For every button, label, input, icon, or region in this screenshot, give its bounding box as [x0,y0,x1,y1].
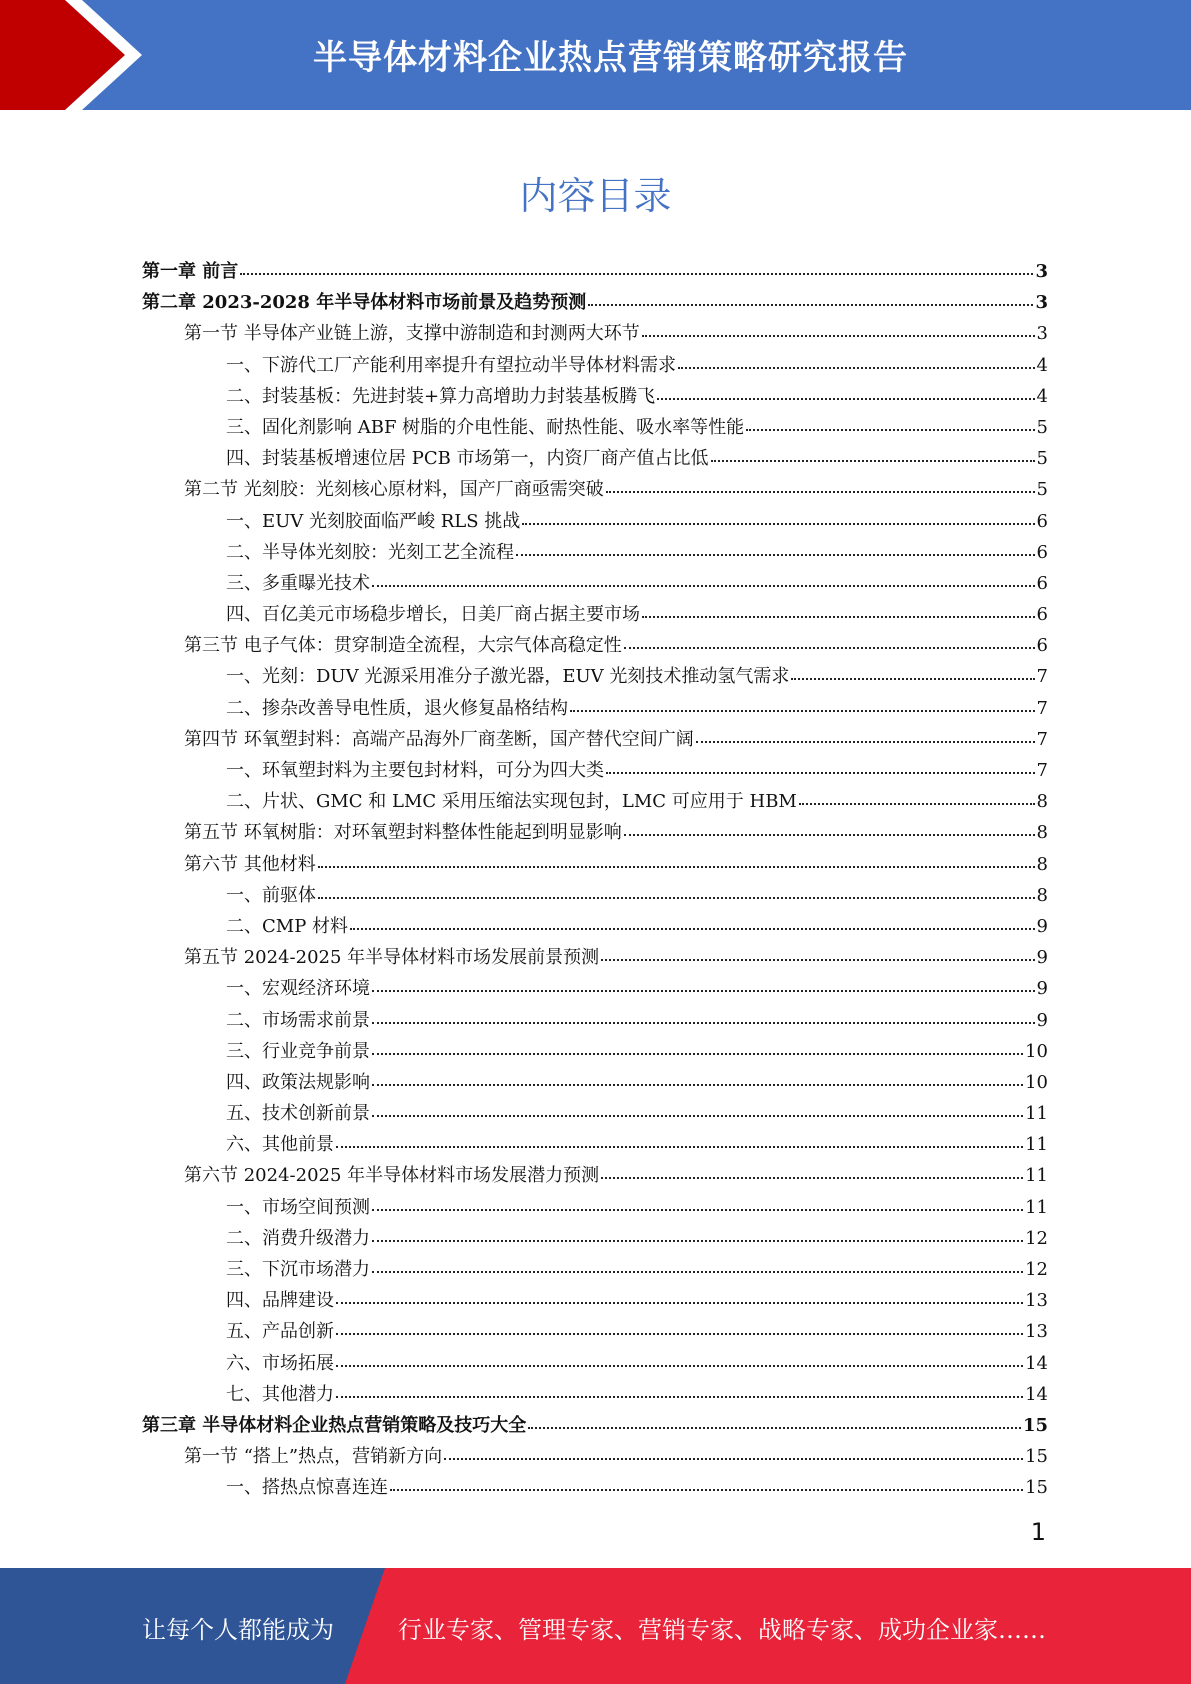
toc-entry-page: 14 [1025,1352,1048,1374]
toc-dot-leader [372,1095,1023,1117]
toc-entry[interactable] [142,286,1048,317]
toc-entry-title: 第五节 环氧树脂：对环氧塑封料整体性能起到明显影响 [184,822,622,844]
toc-dot-leader [444,1438,1023,1460]
toc-entry-title: 第一节 半导体产业链上游，支撑中游制造和封测两大环节 [184,323,640,345]
toc-entry-title: 五、产品创新 [226,1321,334,1343]
toc-entry-page: 6 [1036,635,1048,657]
toc-dot-leader [528,1407,1021,1429]
toc-dot-leader [240,253,1033,275]
toc-entry-page: 11 [1025,1165,1048,1187]
toc-dot-leader [657,378,1034,400]
toc-entry-title: 第四节 环氧塑封料：高端产品海外厂商垄断，国产替代空间广阔 [184,728,694,750]
toc-entry-page: 6 [1036,541,1048,563]
toc-entry-page: 4 [1036,385,1048,407]
toc-entry-title: 第三节 电子气体：贯穿制造全流程，大宗气体高稳定性 [184,635,622,657]
toc-entry[interactable] [142,1066,1048,1097]
toc-entry-title: 四、封装基板增速位居 PCB 市场第一，内资厂商产值占比低 [226,448,709,470]
toc-entry-title: 一、光刻：DUV 光源采用准分子激光器，EUV 光刻技术推动氢气需求 [226,666,790,688]
toc-dot-leader [372,1220,1023,1242]
toc-dot-leader [678,347,1035,369]
toc-dot-leader [516,534,1035,556]
toc-dot-leader [642,315,1035,337]
toc-dot-leader [336,1282,1023,1304]
toc-entry[interactable] [142,754,1048,785]
toc-entry[interactable] [142,1378,1048,1409]
toc-entry-page: 7 [1036,728,1048,750]
toc-entry-title: 四、政策法规影响 [226,1071,370,1093]
toc-dot-leader [601,1157,1023,1179]
toc-dot-leader [746,409,1034,431]
toc-entry-page: 3 [1035,261,1048,282]
toc-dot-leader [588,284,1033,306]
toc-entry-title: 第一节 “搭上”热点，营销新方向 [184,1446,443,1468]
toc-entry[interactable] [142,598,1048,629]
toc-entry-page: 3 [1036,323,1048,345]
toc-entry-page: 8 [1036,853,1048,875]
toc-entry[interactable] [142,910,1048,941]
toc-entry-page: 7 [1036,666,1048,688]
toc-entry-page: 6 [1036,572,1048,594]
toc-entry-title: 六、其他前景 [226,1134,334,1156]
toc-entry-page: 9 [1036,915,1048,937]
table-of-contents [142,255,1048,1503]
toc-entry-page: 14 [1025,1383,1048,1405]
toc-entry-title: 二、消费升级潜力 [226,1227,370,1249]
toc-entry[interactable] [142,1097,1048,1128]
toc-entry-page: 15 [1025,1446,1048,1468]
toc-dot-leader [372,1189,1023,1211]
toc-entry[interactable] [142,1315,1048,1346]
toc-entry-title: 三、多重曝光技术 [226,572,370,594]
toc-entry-title: 五、技术创新前景 [226,1103,370,1125]
toc-entry[interactable] [142,473,1048,504]
toc-entry-title: 二、半导体光刻胶：光刻工艺全流程 [226,541,514,563]
toc-entry-title: 三、固化剂影响 ABF 树脂的介电性能、耐热性能、吸水率等性能 [226,416,745,438]
toc-entry-title: 第五节 2024-2025 年半导体材料市场发展前景预测 [184,947,600,969]
toc-entry-title: 第六节 其他材料 [184,853,316,875]
toc-entry-title: 二、CMP 材料 [226,915,349,937]
toc-entry[interactable] [142,1347,1048,1378]
toc-dot-leader [372,1251,1023,1273]
toc-entry[interactable] [142,1191,1048,1222]
toc-dot-leader [350,908,1035,930]
toc-entry[interactable] [142,442,1048,473]
toc-dot-leader [372,1064,1023,1086]
toc-entry-title: 第一章 前言 [142,261,239,282]
toc-entry-page: 6 [1036,604,1048,626]
toc-entry-title: 第六节 2024-2025 年半导体材料市场发展潜力预测 [184,1165,600,1187]
toc-entry[interactable] [142,785,1048,816]
toc-entry-title: 二、封装基板：先进封装+算力高增助力封装基板腾飞 [226,385,656,407]
toc-entry-page: 12 [1025,1259,1048,1280]
toc-entry-page: 15 [1022,1414,1048,1436]
toc-entry-page: 9 [1036,1009,1048,1031]
toc-dot-leader [372,565,1035,587]
toc-entry-page: 10 [1025,1071,1048,1093]
toc-entry[interactable] [142,1004,1048,1035]
toc-entry[interactable] [142,1222,1048,1253]
toc-dot-leader [390,1469,1023,1491]
toc-entry[interactable] [142,505,1048,536]
toc-entry-page: 7 [1036,760,1048,781]
toc-entry-page: 8 [1036,791,1048,813]
toc-entry-title: 一、宏观经济环境 [226,978,370,1000]
toc-entry-page: 11 [1025,1134,1048,1156]
toc-entry[interactable] [142,1253,1048,1284]
toc-entry-title: 四、品牌建设 [226,1290,334,1312]
toc-dot-leader [601,939,1034,961]
toc-entry-page: 9 [1036,947,1048,969]
toc-dot-leader [791,658,1034,680]
toc-entry-title: 二、片状、GMC 和 LMC 采用压缩法实现包封，LMC 可应用于 HBM [226,791,797,813]
toc-entry-title: 六、市场拓展 [226,1352,334,1374]
toc-entry[interactable] [142,660,1048,691]
toc-entry[interactable] [142,349,1048,380]
toc-dot-leader [336,1126,1023,1148]
toc-dot-leader [696,721,1035,743]
report-header [0,0,1191,110]
toc-entry[interactable] [142,629,1048,660]
toc-entry-title: 一、市场空间预测 [226,1196,370,1218]
toc-entry[interactable] [142,879,1048,910]
toc-entry[interactable] [142,255,1048,286]
toc-entry-title: 三、行业竞争前景 [226,1040,370,1062]
toc-dot-leader [522,503,1034,525]
toc-dot-leader [624,814,1035,836]
toc-entry-page: 8 [1036,822,1048,844]
toc-entry-title: 一、下游代工厂产能利用率提升有望拉动半导体材料需求 [226,354,676,376]
toc-dot-leader [606,471,1035,493]
toc-entry[interactable] [142,972,1048,1003]
toc-dot-leader [624,627,1035,649]
toc-entry-page: 15 [1025,1477,1048,1499]
toc-entry[interactable] [142,1471,1048,1502]
toc-entry-page: 5 [1036,416,1048,438]
toc-entry-title: 一、环氧塑封料为主要包封材料，可分为四大类 [226,760,604,781]
toc-entry-page: 13 [1025,1290,1048,1312]
report-footer [0,1568,1191,1684]
toc-dot-leader [642,596,1035,618]
toc-entry[interactable] [142,941,1048,972]
toc-entry-page: 9 [1036,978,1048,1000]
toc-entry[interactable] [142,1284,1048,1315]
toc-dot-leader [606,752,1035,774]
toc-dot-leader [799,783,1035,805]
toc-entry-page: 13 [1025,1321,1048,1343]
toc-entry[interactable] [142,848,1048,879]
toc-dot-leader [318,846,1035,868]
footer-slogan-left: 让每个人都能成为 [142,1616,334,1644]
toc-entry-page: 11 [1025,1196,1048,1218]
report-title: 半导体材料企业热点营销策略研究报告 [313,38,908,78]
toc-entry[interactable] [142,1409,1048,1440]
toc-entry-title: 一、EUV 光刻胶面临严峻 RLS 挑战 [226,510,521,532]
toc-entry-title: 一、搭热点惊喜连连 [226,1477,388,1499]
toc-entry-page: 6 [1036,510,1048,532]
toc-entry-title: 四、百亿美元市场稳步增长，日美厂商占据主要市场 [226,604,640,626]
toc-entry[interactable] [142,1128,1048,1159]
toc-entry[interactable] [142,692,1048,723]
toc-dot-leader [372,1002,1035,1024]
toc-entry-title: 二、掺杂改善导电性质，退火修复晶格结构 [226,697,568,719]
toc-entry-page: 7 [1036,697,1048,719]
toc-dot-leader [570,690,1035,712]
toc-entry[interactable] [142,1035,1048,1066]
toc-entry-title: 第三章 半导体材料企业热点营销策略及技巧大全 [142,1414,527,1436]
toc-entry-page: 5 [1036,448,1048,470]
toc-entry-title: 二、市场需求前景 [226,1009,370,1031]
toc-entry[interactable] [142,380,1048,411]
toc-entry-page: 3 [1035,292,1048,314]
toc-entry-page: 11 [1025,1103,1048,1125]
toc-entry[interactable] [142,411,1048,442]
toc-dot-leader [372,1033,1023,1055]
toc-entry-title: 第二章 2023-2028 年半导体材料市场前景及趋势预测 [142,292,587,314]
toc-entry[interactable] [142,1440,1048,1471]
page-number: 1 [1030,1518,1046,1546]
footer-slogan-right: 行业专家、管理专家、营销专家、战略专家、成功企业家…… [398,1616,1046,1644]
toc-dot-leader [318,877,1035,899]
toc-entry[interactable] [142,723,1048,754]
toc-heading: 内容目录 [519,174,672,218]
toc-dot-leader [336,1313,1023,1335]
toc-entry-page: 4 [1036,354,1048,376]
toc-dot-leader [711,440,1035,462]
toc-entry-title: 一、前驱体 [226,884,316,906]
toc-entry[interactable] [142,536,1048,567]
toc-entry-title: 三、下沉市场潜力 [226,1259,370,1280]
toc-entry[interactable] [142,1159,1048,1190]
toc-entry-page: 10 [1025,1040,1048,1062]
toc-entry-title: 第二节 光刻胶：光刻核心原材料，国产厂商亟需突破 [184,479,604,501]
toc-entry[interactable] [142,816,1048,847]
toc-dot-leader [336,1376,1023,1398]
toc-dot-leader [336,1345,1023,1367]
toc-entry-page: 8 [1036,884,1048,906]
toc-entry-title: 七、其他潜力 [226,1383,334,1405]
toc-dot-leader [372,970,1035,992]
toc-entry[interactable] [142,317,1048,348]
toc-entry-page: 5 [1036,479,1048,501]
toc-entry[interactable] [142,567,1048,598]
toc-entry-page: 12 [1025,1227,1048,1249]
